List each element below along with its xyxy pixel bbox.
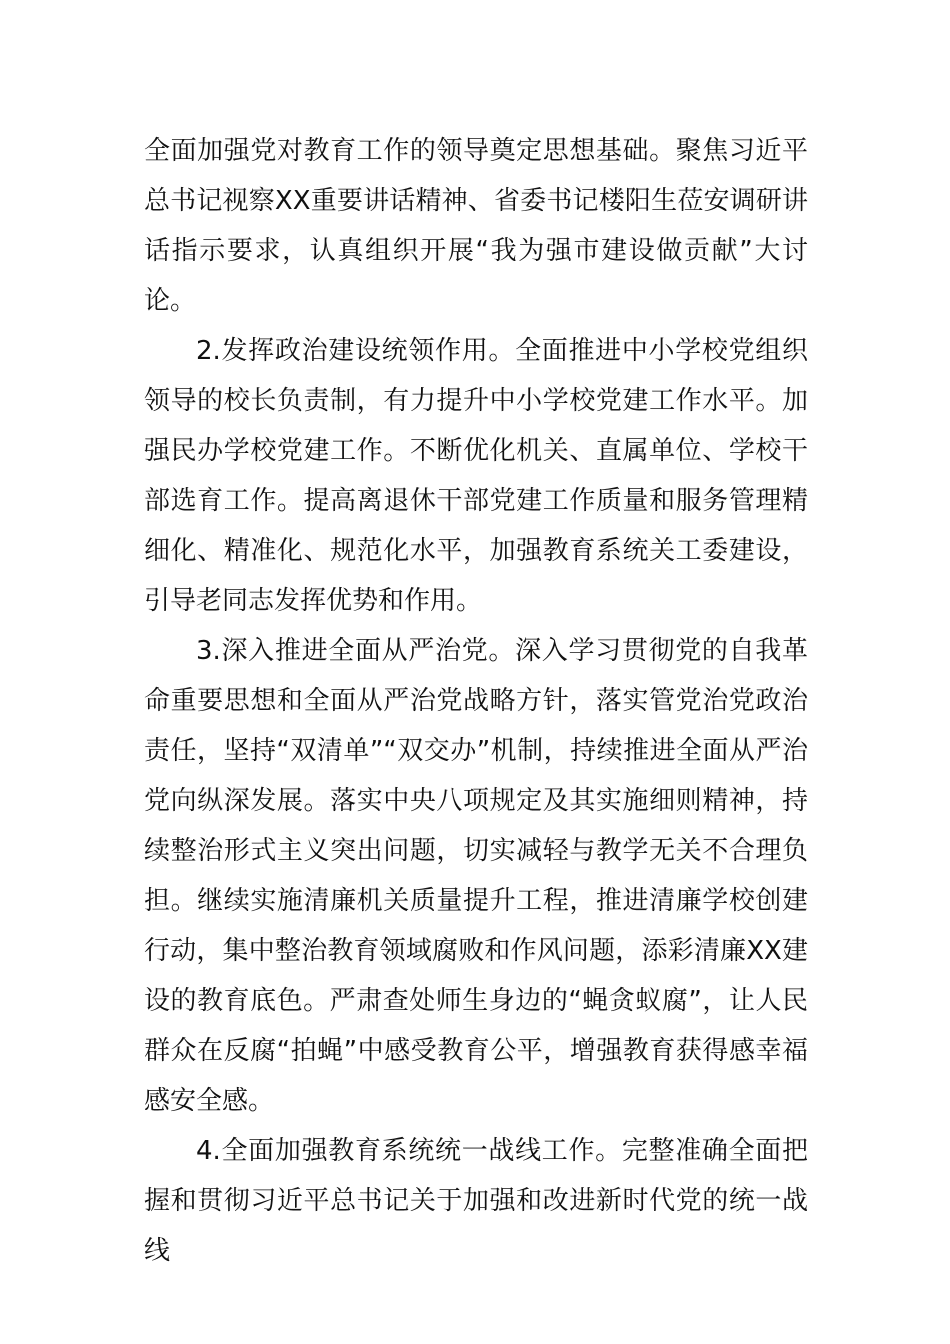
paragraph-item-3: 3.深入推进全面从严治党。深入学习贯彻党的自我革命重要思想和全面从严治党战略方针，落实管党治党政治责任，坚持“双清单”“双交办”机制，持续推进全面从严治党向纵深发展。落实中央八项规定及其实施细则精神，持续整治形式主义突出问题，切实减轻与教学无关不合理负担。继续实施清廉机关质量提升工程，推进清廉学校创建行动，集中整治教育领域腐败和作风问题，添彩清廉XX建设的教育底色。严肃查处师生身边的“蝇贪蚁腐”，让人民群众在反腐“拍蝇”中感受教育公平，增强教育获得感幸福感安全感。 (144, 636, 808, 1116)
paragraph-item-4: 4.全面加强教育系统统一战线工作。完整准确全面把握和贯彻习近平总书记关于加强和改进新时代党的统一战线 (144, 1136, 808, 1266)
paragraph-item-2: 2.发挥政治建设统领作用。全面推进中小学校党组织领导的校长负责制，有力提升中小学校党建工作水平。加强民办学校党建工作。不断优化机关、直属单位、学校干部选育工作。提高离退休干部党建工作质量和服务管理精细化、精准化、规范化水平，加强教育系统关工委建设，引导老同志发挥优势和作用。 (144, 336, 808, 616)
paragraph-continuation: 全面加强党对教育工作的领导奠定思想基础。聚焦习近平总书记视察XX重要讲话精神、省委书记楼阳生莅安调研讲话指示要求，认真组织开展“我为强市建设做贡献”大讨论。 (144, 136, 808, 316)
document-body (144, 126, 808, 1276)
